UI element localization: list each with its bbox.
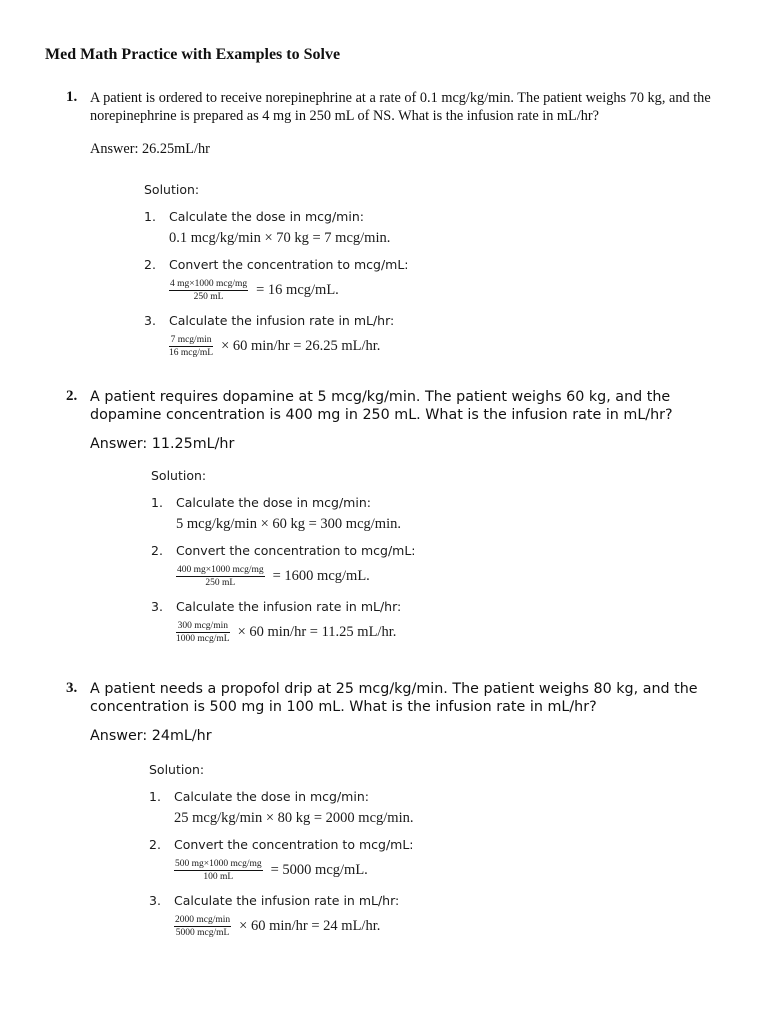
fraction bbox=[176, 564, 265, 589]
solution-step bbox=[151, 543, 726, 589]
step-expression: 0.1 mcg/kg/min × 70 kg = 7 mcg/min. bbox=[169, 230, 391, 246]
problem-number: 2. bbox=[66, 388, 78, 404]
fraction-numerator: 2000 mcg/min bbox=[175, 915, 231, 925]
step-label: Convert the concentration to mcg/mL: bbox=[169, 257, 409, 272]
problem-answer: Answer: 24mL/hr bbox=[90, 728, 212, 744]
solution-label: Solution: bbox=[149, 762, 205, 777]
step-expression: × 60 min/hr = 24 mL/hr. bbox=[239, 918, 381, 934]
fraction-denominator: 100 mL bbox=[203, 872, 234, 882]
step-expression: = 1600 mcg/mL. bbox=[272, 568, 370, 584]
fraction-denominator: 16 mcg/mL bbox=[169, 348, 214, 358]
step-label: Calculate the dose in mcg/min: bbox=[174, 789, 369, 804]
fraction bbox=[169, 334, 213, 359]
problem-question: A patient needs a propofol drip at 25 mcg/kg/min. The patient weighs 80 kg, and the concentration is 500 mg in 100 mL. What is the infusion rate in mL/hr? bbox=[90, 681, 698, 715]
solution-label: Solution: bbox=[151, 468, 207, 483]
problem-answer: Answer: 26.25mL/hr bbox=[90, 141, 210, 157]
step-number: 2. bbox=[149, 837, 161, 852]
step-expression: × 60 min/hr = 11.25 mL/hr. bbox=[237, 624, 397, 640]
step-label: Convert the concentration to mcg/mL: bbox=[174, 837, 414, 852]
solution-step bbox=[151, 495, 726, 533]
step-number: 2. bbox=[144, 257, 156, 272]
fraction-numerator: 4 mg×1000 mcg/mg bbox=[170, 279, 248, 289]
fraction bbox=[169, 278, 248, 303]
fraction-denominator: 5000 mcg/mL bbox=[175, 928, 230, 938]
step-label: Calculate the infusion rate in mL/hr: bbox=[174, 893, 400, 908]
step-expression: = 16 mcg/mL. bbox=[256, 282, 339, 298]
step-expression: = 5000 mcg/mL. bbox=[270, 862, 368, 878]
page-title: Med Math Practice with Examples to Solve bbox=[45, 46, 341, 63]
fraction bbox=[174, 914, 231, 939]
solution-step bbox=[144, 257, 726, 303]
solution-label: Solution: bbox=[144, 182, 200, 197]
solution-block bbox=[149, 762, 726, 939]
step-expression: 5 mcg/kg/min × 60 kg = 300 mcg/min. bbox=[176, 516, 401, 532]
problem-3 bbox=[66, 680, 726, 949]
step-label: Convert the concentration to mcg/mL: bbox=[176, 543, 416, 558]
step-label: Calculate the infusion rate in mL/hr: bbox=[176, 599, 402, 614]
solution-block bbox=[151, 468, 726, 645]
fraction-denominator: 250 mL bbox=[193, 292, 224, 302]
problem-1 bbox=[66, 89, 726, 369]
fraction bbox=[176, 620, 230, 645]
solution-step bbox=[149, 789, 726, 827]
fraction-denominator: 250 mL bbox=[205, 578, 236, 588]
solution-step bbox=[149, 893, 726, 939]
step-number: 1. bbox=[149, 789, 161, 804]
fraction-numerator: 400 mg×1000 mcg/mg bbox=[177, 565, 264, 575]
problem-2 bbox=[66, 388, 726, 655]
step-expression: × 60 min/hr = 26.25 mL/hr. bbox=[221, 338, 381, 354]
problem-answer: Answer: 11.25mL/hr bbox=[90, 436, 235, 452]
problem-question: A patient requires dopamine at 5 mcg/kg/min. The patient weighs 60 kg, and the dopamine concentration is 400 mg in 250 mL. What is the infusion rate in mL/hr? bbox=[90, 389, 673, 423]
step-number: 1. bbox=[151, 495, 163, 510]
fraction-numerator: 7 mcg/min bbox=[170, 335, 212, 345]
problem-number: 1. bbox=[66, 89, 78, 105]
step-label: Calculate the infusion rate in mL/hr: bbox=[169, 313, 395, 328]
solution-block bbox=[144, 182, 726, 359]
fraction-numerator: 300 mcg/min bbox=[177, 621, 228, 631]
fraction-denominator: 1000 mcg/mL bbox=[176, 634, 230, 644]
problem-question: A patient is ordered to receive norepinephrine at a rate of 0.1 mcg/kg/min. The patient weighs 70 kg, and the norepinephrine is prepared as 4 mg in 250 mL of NS. What is the infusion rate in mL/hr? bbox=[90, 90, 711, 124]
step-expression: 25 mcg/kg/min × 80 kg = 2000 mcg/min. bbox=[174, 810, 414, 826]
step-number: 1. bbox=[144, 209, 156, 224]
step-number: 2. bbox=[151, 543, 163, 558]
solution-step bbox=[151, 599, 726, 645]
step-label: Calculate the dose in mcg/min: bbox=[176, 495, 371, 510]
solution-step bbox=[144, 209, 726, 247]
step-number: 3. bbox=[151, 599, 163, 614]
step-number: 3. bbox=[149, 893, 161, 908]
solution-step bbox=[149, 837, 726, 883]
problem-number: 3. bbox=[66, 680, 78, 696]
step-label: Calculate the dose in mcg/min: bbox=[169, 209, 364, 224]
solution-step bbox=[144, 313, 726, 359]
fraction bbox=[174, 858, 263, 883]
step-number: 3. bbox=[144, 313, 156, 328]
fraction-numerator: 500 mg×1000 mcg/mg bbox=[175, 859, 262, 869]
